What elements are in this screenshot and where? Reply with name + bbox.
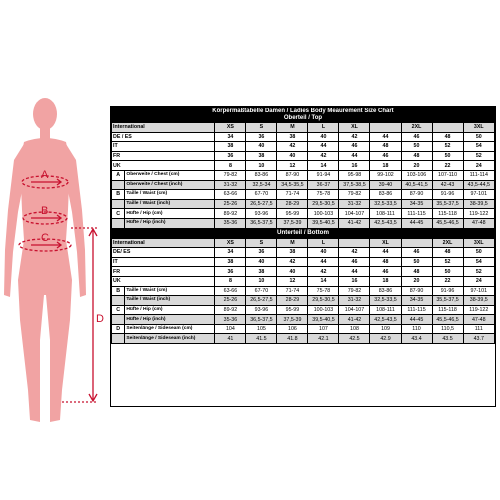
size-value-cell: 38 — [277, 132, 308, 142]
measure-value-cell: 42-43 — [432, 180, 463, 190]
measure-value-cell: 42.1 — [308, 334, 339, 344]
measure-value-cell: 107 — [308, 324, 339, 334]
measure-letter: D — [112, 324, 125, 334]
size-value-cell: 8 — [215, 161, 246, 171]
measure-value-cell: 45,5-46,5 — [432, 315, 463, 325]
size-value-cell: 34 — [215, 248, 246, 258]
size-header-cell: S — [246, 238, 277, 248]
size-value-cell: 50 — [432, 267, 463, 277]
measure-value-cell: 89-92 — [215, 209, 246, 219]
size-system-label: IT — [112, 257, 215, 267]
top-measure-row — [112, 170, 495, 180]
measure-value-cell: 87-90 — [401, 286, 432, 296]
measure-letter — [112, 334, 125, 344]
measure-label: Hüfte / Hip (cm) — [125, 209, 215, 219]
size-value-cell: 54 — [463, 257, 494, 267]
measure-value-cell: 79-82 — [339, 286, 370, 296]
size-system-label: IT — [112, 142, 215, 152]
measure-value-cell: 95-99 — [277, 305, 308, 315]
size-value-cell: 52 — [463, 151, 494, 161]
measure-value-cell: 83-86 — [370, 286, 401, 296]
measure-value-cell: 89-92 — [215, 305, 246, 315]
measure-value-cell: 109 — [370, 324, 401, 334]
size-value-cell: 44 — [370, 132, 401, 142]
measure-value-cell: 91-96 — [432, 190, 463, 200]
measure-value-cell: 39,5-40,5 — [308, 315, 339, 325]
size-value-cell: 10 — [246, 276, 277, 286]
measure-value-cell: 39,5-40,5 — [308, 218, 339, 228]
measure-label: Hüfte / Hip (inch) — [125, 315, 215, 325]
measure-value-cell: 104 — [215, 324, 246, 334]
measure-value-cell: 119-122 — [463, 209, 494, 219]
bottom-measure-row — [112, 286, 495, 296]
measure-value-cell: 95-98 — [339, 170, 370, 180]
size-value-cell: 52 — [432, 142, 463, 152]
size-value-cell: 8 — [215, 276, 246, 286]
measure-value-cell: 115-118 — [432, 209, 463, 219]
measure-value-cell: 97-101 — [463, 286, 494, 296]
measure-value-cell: 28-29 — [277, 199, 308, 209]
measure-value-cell: 37,5-38,5 — [339, 180, 370, 190]
measure-value-cell: 41-42 — [339, 315, 370, 325]
measure-value-cell: 104-107 — [339, 305, 370, 315]
size-value-cell: 46 — [339, 142, 370, 152]
size-header-cell: 3XL — [463, 238, 494, 248]
size-value-cell: 44 — [339, 151, 370, 161]
size-value-cell: 16 — [339, 161, 370, 171]
size-value-cell: 44 — [308, 142, 339, 152]
measure-value-cell: 95-99 — [277, 209, 308, 219]
size-value-cell: 54 — [463, 142, 494, 152]
top-international-row — [112, 123, 495, 133]
label-c: C — [41, 232, 49, 244]
size-header-cell — [339, 238, 370, 248]
measure-value-cell: 87-90 — [401, 190, 432, 200]
size-value-cell: 42 — [277, 257, 308, 267]
measure-value-cell: 108-111 — [370, 209, 401, 219]
body-figure — [0, 90, 112, 430]
bottom-measure-row — [112, 324, 495, 334]
measure-letter — [112, 180, 125, 190]
top-heading: Oberteil / Top — [283, 115, 323, 121]
measure-label: Seitenlänge / Sideseam (inch) — [125, 334, 215, 344]
measure-value-cell: 45,5-46,5 — [432, 218, 463, 228]
measure-letter: C — [112, 305, 125, 315]
measure-value-cell: 67-70 — [246, 286, 277, 296]
measure-value-cell: 44-45 — [401, 218, 432, 228]
measure-value-cell: 43.7 — [463, 334, 494, 344]
measure-value-cell: 83-86 — [370, 190, 401, 200]
measure-letter — [112, 296, 125, 306]
measure-value-cell: 43.4 — [401, 334, 432, 344]
bottom-measure-row — [112, 305, 495, 315]
measure-value-cell: 99-102 — [370, 170, 401, 180]
size-system-label: DE/ ES — [112, 248, 215, 258]
chart-title: Körpermaßtabelle Damen / Ladies Body Meaurement Size Chart — [212, 108, 394, 114]
size-value-cell: 52 — [463, 267, 494, 277]
size-value-cell: 38 — [277, 248, 308, 258]
size-value-cell: 36 — [246, 132, 277, 142]
size-header-cell: M — [277, 123, 308, 133]
measure-value-cell: 75-78 — [308, 286, 339, 296]
measure-value-cell: 63-66 — [215, 286, 246, 296]
measure-value-cell: 83-86 — [246, 170, 277, 180]
size-value-cell: 38 — [246, 267, 277, 277]
size-value-cell: 48 — [432, 248, 463, 258]
size-value-cell: 46 — [401, 132, 432, 142]
measure-value-cell: 110 — [401, 324, 432, 334]
chart-title-cell — [112, 108, 495, 123]
measure-value-cell: 36,5-37,5 — [246, 315, 277, 325]
measure-value-cell: 35,5-37,5 — [432, 296, 463, 306]
measure-value-cell: 31-32 — [215, 180, 246, 190]
size-value-cell: 14 — [308, 276, 339, 286]
measure-value-cell: 91-96 — [432, 286, 463, 296]
measure-label: Taille / Waist (inch) — [125, 199, 215, 209]
size-value-cell: 50 — [432, 151, 463, 161]
size-header-cell: M — [277, 238, 308, 248]
size-chart-body — [112, 108, 495, 344]
measure-value-cell: 28-29 — [277, 296, 308, 306]
silhouette-shape — [4, 98, 86, 422]
size-system-label: FR — [112, 267, 215, 277]
size-value-cell: 36 — [215, 151, 246, 161]
size-value-cell: 42 — [308, 267, 339, 277]
measure-value-cell: 119-122 — [463, 305, 494, 315]
size-value-cell: 10 — [246, 161, 277, 171]
size-value-cell: 42 — [277, 142, 308, 152]
size-header-cell — [432, 123, 463, 133]
measure-value-cell: 40,5-41,5 — [401, 180, 432, 190]
size-value-cell: 42 — [339, 248, 370, 258]
size-value-cell: 38 — [215, 257, 246, 267]
measure-value-cell: 41.8 — [277, 334, 308, 344]
measure-value-cell: 111-115 — [401, 305, 432, 315]
size-chart — [110, 106, 496, 407]
measure-value-cell: 108 — [339, 324, 370, 334]
measure-value-cell: 26,5-27,5 — [246, 296, 277, 306]
size-value-cell: 36 — [215, 267, 246, 277]
size-value-cell: 24 — [463, 161, 494, 171]
measure-value-cell: 31-32 — [339, 296, 370, 306]
measure-value-cell: 42,5-43,5 — [370, 218, 401, 228]
size-value-cell: 48 — [370, 142, 401, 152]
top-size-row — [112, 132, 495, 142]
size-value-cell: 40 — [277, 267, 308, 277]
size-value-cell: 24 — [463, 276, 494, 286]
measure-value-cell: 25-26 — [215, 199, 246, 209]
measure-value-cell: 47-48 — [463, 315, 494, 325]
top-measure-row — [112, 199, 495, 209]
measure-value-cell: 36,5-37,5 — [246, 218, 277, 228]
measure-value-cell: 67-70 — [246, 190, 277, 200]
body-silhouette — [0, 90, 112, 430]
measure-letter: B — [112, 190, 125, 200]
measure-value-cell: 38-39,5 — [463, 296, 494, 306]
measure-value-cell: 71-74 — [277, 190, 308, 200]
size-value-cell: 20 — [401, 161, 432, 171]
bottom-size-row — [112, 276, 495, 286]
measure-value-cell: 75-78 — [308, 190, 339, 200]
measure-value-cell: 104-107 — [339, 209, 370, 219]
size-value-cell: 50 — [463, 248, 494, 258]
size-chart-table — [111, 107, 495, 344]
measure-value-cell: 111-115 — [401, 209, 432, 219]
measure-label: Seitenlänge / Sideseam (cm) — [125, 324, 215, 334]
size-header-cell: 3XL — [463, 123, 494, 133]
size-value-cell: 48 — [370, 257, 401, 267]
measure-value-cell: 79-82 — [339, 190, 370, 200]
top-size-row — [112, 142, 495, 152]
measure-value-cell: 115-118 — [432, 305, 463, 315]
measure-value-cell: 43,5-44,5 — [463, 180, 494, 190]
size-header-cell: XS — [215, 238, 246, 248]
measure-value-cell: 79-82 — [215, 170, 246, 180]
bottom-heading-row — [112, 228, 495, 238]
size-value-cell: 50 — [401, 142, 432, 152]
measure-value-cell: 100-103 — [308, 209, 339, 219]
measure-value-cell: 34,5-35,5 — [277, 180, 308, 190]
size-value-cell: 12 — [277, 161, 308, 171]
measure-value-cell: 29,5-30,5 — [308, 296, 339, 306]
measure-value-cell: 71-74 — [277, 286, 308, 296]
measure-value-cell: 105 — [246, 324, 277, 334]
size-system-label: FR — [112, 151, 215, 161]
size-value-cell: 12 — [277, 276, 308, 286]
size-header-cell: L — [308, 238, 339, 248]
bottom-international-row — [112, 238, 495, 248]
measure-value-cell: 34-35 — [401, 199, 432, 209]
size-value-cell: 46 — [401, 248, 432, 258]
measure-value-cell: 42.5 — [339, 334, 370, 344]
bottom-size-row — [112, 267, 495, 277]
size-system-label: UK — [112, 161, 215, 171]
measure-value-cell: 32,5-34 — [246, 180, 277, 190]
label-b: B — [41, 205, 49, 217]
measure-value-cell: 44-45 — [401, 315, 432, 325]
measure-letter — [112, 315, 125, 325]
size-system-label: DE / ES — [112, 132, 215, 142]
measure-letter: A — [112, 170, 125, 180]
size-value-cell: 44 — [370, 248, 401, 258]
measure-value-cell: 32,5-33,5 — [370, 199, 401, 209]
measure-value-cell: 31-32 — [339, 199, 370, 209]
size-value-cell: 50 — [401, 257, 432, 267]
bottom-measure-row — [112, 315, 495, 325]
size-value-cell: 38 — [246, 151, 277, 161]
measure-value-cell: 25-26 — [215, 296, 246, 306]
measure-value-cell: 42.9 — [370, 334, 401, 344]
size-header-cell: L — [308, 123, 339, 133]
measure-value-cell: 107-110 — [432, 170, 463, 180]
bottom-heading: Unterteil / Bottom — [112, 228, 495, 238]
top-measure-row — [112, 209, 495, 219]
measure-value-cell: 103-106 — [401, 170, 432, 180]
size-header-cell — [370, 123, 401, 133]
measure-value-cell: 106 — [277, 324, 308, 334]
measure-label: Taille / Waist (inch) — [125, 296, 215, 306]
size-value-cell: 18 — [370, 276, 401, 286]
size-header-cell: 2XL — [401, 123, 432, 133]
bottom-size-row — [112, 248, 495, 258]
size-value-cell: 22 — [432, 161, 463, 171]
measure-label: Oberweite / Chest (inch) — [125, 180, 215, 190]
label-d: D — [96, 313, 104, 325]
measure-value-cell: 91-94 — [308, 170, 339, 180]
size-value-cell: 52 — [432, 257, 463, 267]
size-value-cell: 36 — [246, 248, 277, 258]
measure-value-cell: 41 — [215, 334, 246, 344]
bottom-measure-row — [112, 296, 495, 306]
size-value-cell: 38 — [215, 142, 246, 152]
size-value-cell: 16 — [339, 276, 370, 286]
measure-value-cell: 111 — [463, 324, 494, 334]
size-value-cell: 46 — [370, 267, 401, 277]
measure-letter — [112, 218, 125, 228]
measure-value-cell: 36-37 — [308, 180, 339, 190]
top-measure-row — [112, 180, 495, 190]
size-value-cell: 20 — [401, 276, 432, 286]
measure-value-cell: 32,5-33,5 — [370, 296, 401, 306]
measure-value-cell: 35-36 — [215, 218, 246, 228]
size-value-cell: 50 — [463, 132, 494, 142]
size-value-cell: 18 — [370, 161, 401, 171]
international-label: International — [112, 123, 215, 133]
measure-value-cell: 87-90 — [277, 170, 308, 180]
size-value-cell: 40 — [246, 257, 277, 267]
size-value-cell: 42 — [339, 132, 370, 142]
bottom-size-row — [112, 257, 495, 267]
measure-value-cell: 41-42 — [339, 218, 370, 228]
size-value-cell: 48 — [401, 267, 432, 277]
measure-value-cell: 37,5-39 — [277, 218, 308, 228]
top-size-row — [112, 151, 495, 161]
measure-value-cell: 37,5-39 — [277, 315, 308, 325]
size-value-cell: 14 — [308, 161, 339, 171]
measure-label: Taille / Waist (cm) — [125, 190, 215, 200]
measure-value-cell: 43.5 — [432, 334, 463, 344]
measure-value-cell: 100-103 — [308, 305, 339, 315]
size-header-cell — [401, 238, 432, 248]
measure-letter: B — [112, 286, 125, 296]
top-measure-row — [112, 218, 495, 228]
size-value-cell: 40 — [308, 132, 339, 142]
size-header-cell: XL — [339, 123, 370, 133]
measure-value-cell: 29,5-30,5 — [308, 199, 339, 209]
size-header-cell: XS — [215, 123, 246, 133]
international-label: International — [112, 238, 215, 248]
measure-label: Taille / Waist (cm) — [125, 286, 215, 296]
size-value-cell: 46 — [339, 257, 370, 267]
size-header-cell: XL — [370, 238, 401, 248]
measure-value-cell: 108-111 — [370, 305, 401, 315]
measure-value-cell: 35-36 — [215, 315, 246, 325]
size-value-cell: 40 — [277, 151, 308, 161]
size-value-cell: 44 — [339, 267, 370, 277]
measure-value-cell: 39-40 — [370, 180, 401, 190]
measure-value-cell: 41.5 — [246, 334, 277, 344]
measure-value-cell: 42,5-43,5 — [370, 315, 401, 325]
size-value-cell: 42 — [308, 151, 339, 161]
measure-value-cell: 93-96 — [246, 305, 277, 315]
chart-title-row — [112, 108, 495, 123]
size-value-cell: 44 — [308, 257, 339, 267]
size-system-label: UK — [112, 276, 215, 286]
measure-value-cell: 63-66 — [215, 190, 246, 200]
measure-value-cell: 110,5 — [432, 324, 463, 334]
size-value-cell: 22 — [432, 276, 463, 286]
size-value-cell: 46 — [370, 151, 401, 161]
measure-value-cell: 97-101 — [463, 190, 494, 200]
size-value-cell: 48 — [401, 151, 432, 161]
size-header-cell: 2XL — [432, 238, 463, 248]
measure-value-cell: 35,5-37,5 — [432, 199, 463, 209]
measure-label: Hüfte / Hip (cm) — [125, 305, 215, 315]
size-value-cell: 34 — [215, 132, 246, 142]
label-a: A — [41, 169, 49, 181]
measure-value-cell: 26,5-27,5 — [246, 199, 277, 209]
size-header-cell: S — [246, 123, 277, 133]
measure-letter — [112, 199, 125, 209]
measure-value-cell: 38-39,5 — [463, 199, 494, 209]
size-value-cell: 40 — [308, 248, 339, 258]
bottom-measure-row — [112, 334, 495, 344]
measure-label: Oberweite / Chest (cm) — [125, 170, 215, 180]
size-value-cell: 48 — [432, 132, 463, 142]
measure-value-cell: 34-35 — [401, 296, 432, 306]
size-value-cell: 40 — [246, 142, 277, 152]
measure-value-cell: 111-114 — [463, 170, 494, 180]
measure-value-cell: 47-48 — [463, 218, 494, 228]
top-size-row — [112, 161, 495, 171]
measure-letter: C — [112, 209, 125, 219]
measure-value-cell: 93-96 — [246, 209, 277, 219]
top-measure-row — [112, 190, 495, 200]
measure-label: Hüfte / Hip (inch) — [125, 218, 215, 228]
